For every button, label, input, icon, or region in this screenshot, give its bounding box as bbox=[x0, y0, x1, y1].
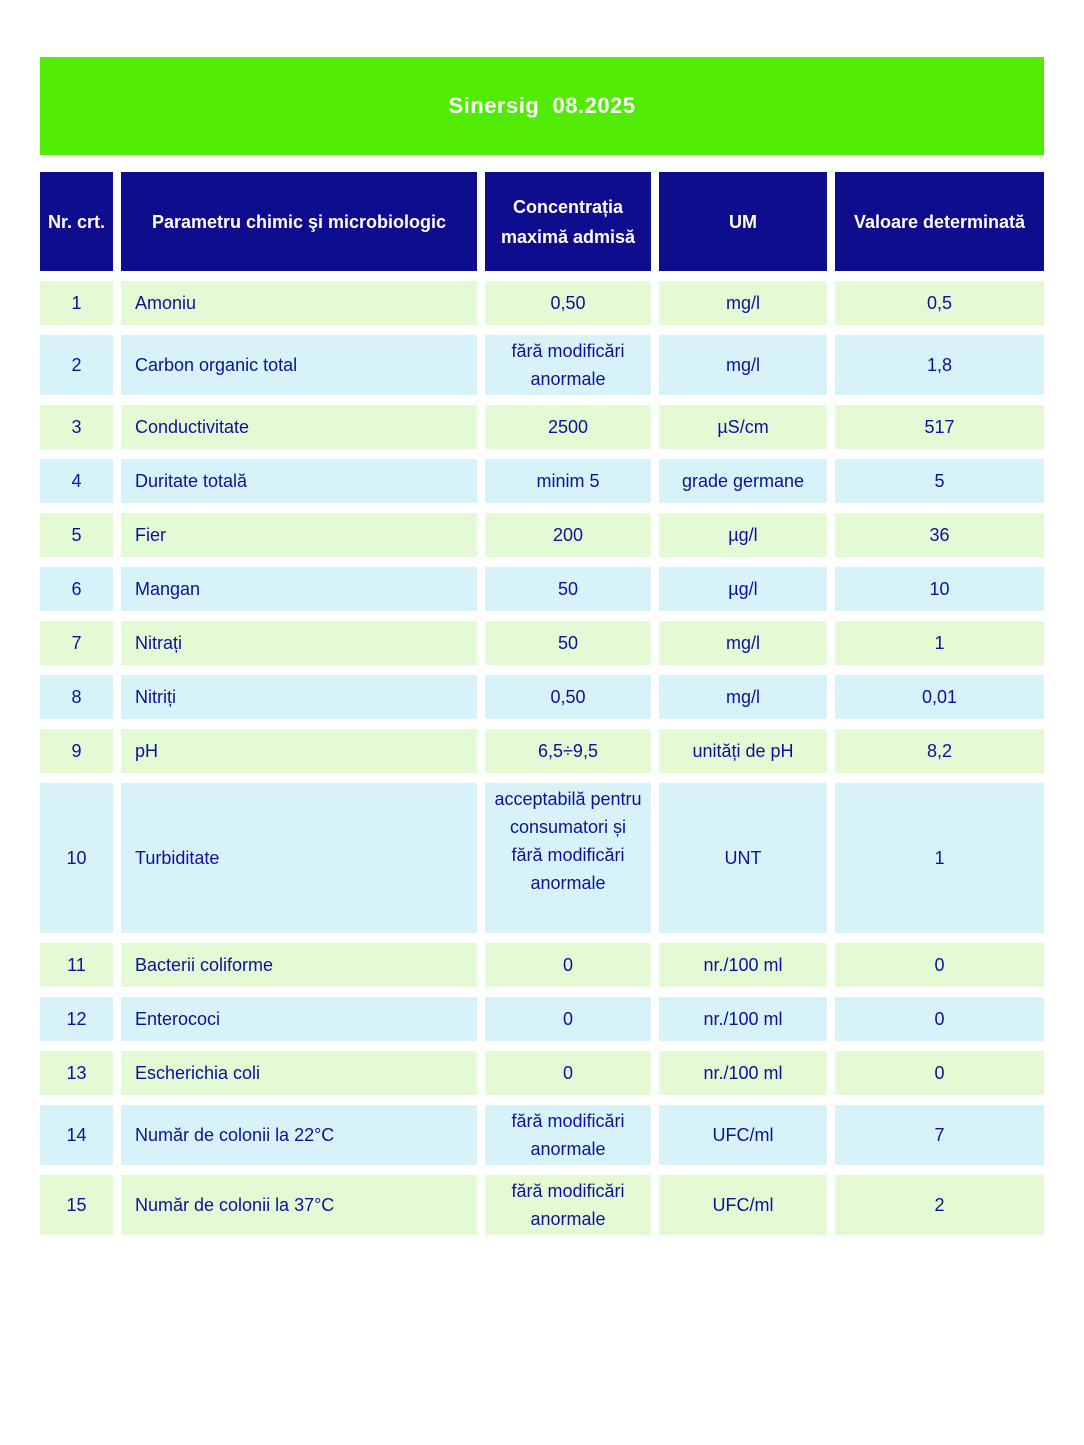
column-header-concentratie-maxima: Concentrația maximă admisă bbox=[485, 172, 651, 271]
water-quality-table bbox=[40, 172, 1044, 1235]
row-number-cell: 10 bbox=[40, 783, 113, 933]
parameter-name-cell: Conductivitate bbox=[121, 405, 477, 449]
parameter-name-cell: Nitrați bbox=[121, 621, 477, 665]
row-number-cell: 11 bbox=[40, 943, 113, 987]
parameter-name-cell: Mangan bbox=[121, 567, 477, 611]
row-number-cell: 3 bbox=[40, 405, 113, 449]
unit-of-measure-cell: mg/l bbox=[659, 675, 827, 719]
unit-of-measure-cell: µg/l bbox=[659, 567, 827, 611]
max-concentration-cell: 0,50 bbox=[485, 675, 651, 719]
row-number-cell: 6 bbox=[40, 567, 113, 611]
row-number-cell: 2 bbox=[40, 335, 113, 395]
unit-of-measure-cell: nr./100 ml bbox=[659, 997, 827, 1041]
unit-of-measure-cell: mg/l bbox=[659, 621, 827, 665]
unit-of-measure-cell: UFC/ml bbox=[659, 1175, 827, 1235]
parameter-name-cell: Escherichia coli bbox=[121, 1051, 477, 1095]
unit-of-measure-cell: UNT bbox=[659, 783, 827, 933]
row-number-cell: 5 bbox=[40, 513, 113, 557]
parameter-name-cell: Număr de colonii la 22°C bbox=[121, 1105, 477, 1165]
row-number-cell: 1 bbox=[40, 281, 113, 325]
column-header-valoare-determinata: Valoare determinată bbox=[835, 172, 1044, 271]
row-number-cell: 7 bbox=[40, 621, 113, 665]
parameter-name-cell: Nitriți bbox=[121, 675, 477, 719]
measured-value-cell: 1 bbox=[835, 783, 1044, 933]
unit-of-measure-cell: mg/l bbox=[659, 335, 827, 395]
report-banner bbox=[40, 57, 1044, 155]
measured-value-cell: 10 bbox=[835, 567, 1044, 611]
parameter-name-cell: Turbiditate bbox=[121, 783, 477, 933]
max-concentration-cell: 0 bbox=[485, 1051, 651, 1095]
parameter-name-cell: Fier bbox=[121, 513, 477, 557]
unit-of-measure-cell: mg/l bbox=[659, 281, 827, 325]
max-concentration-cell: 2500 bbox=[485, 405, 651, 449]
measured-value-cell: 36 bbox=[835, 513, 1044, 557]
max-concentration-cell: 200 bbox=[485, 513, 651, 557]
max-concentration-cell: 0 bbox=[485, 943, 651, 987]
parameter-name-cell: Enterococi bbox=[121, 997, 477, 1041]
parameter-name-cell: Amoniu bbox=[121, 281, 477, 325]
measured-value-cell: 7 bbox=[835, 1105, 1044, 1165]
max-concentration-cell: minim 5 bbox=[485, 459, 651, 503]
measured-value-cell: 5 bbox=[835, 459, 1044, 503]
row-number-cell: 8 bbox=[40, 675, 113, 719]
unit-of-measure-cell: unități de pH bbox=[659, 729, 827, 773]
unit-of-measure-cell: UFC/ml bbox=[659, 1105, 827, 1165]
max-concentration-cell: fără modificări anormale bbox=[485, 335, 651, 395]
row-number-cell: 14 bbox=[40, 1105, 113, 1165]
parameter-name-cell: Duritate totală bbox=[121, 459, 477, 503]
max-concentration-cell: 6,5÷9,5 bbox=[485, 729, 651, 773]
parameter-name-cell: pH bbox=[121, 729, 477, 773]
max-concentration-cell: 50 bbox=[485, 621, 651, 665]
unit-of-measure-cell: µg/l bbox=[659, 513, 827, 557]
parameter-name-cell: Carbon organic total bbox=[121, 335, 477, 395]
row-number-cell: 13 bbox=[40, 1051, 113, 1095]
unit-of-measure-cell: µS/cm bbox=[659, 405, 827, 449]
measured-value-cell: 0 bbox=[835, 997, 1044, 1041]
parameter-name-cell: Bacterii coliforme bbox=[121, 943, 477, 987]
column-header-parametru: Parametru chimic şi microbiologic bbox=[121, 172, 477, 271]
row-number-cell: 15 bbox=[40, 1175, 113, 1235]
report-title: Sinersig 08.2025 bbox=[448, 93, 636, 118]
unit-of-measure-cell: grade germane bbox=[659, 459, 827, 503]
parameter-name-cell: Număr de colonii la 37°C bbox=[121, 1175, 477, 1235]
max-concentration-cell: acceptabilă pentru consumatori și fără modificări anormale bbox=[485, 783, 651, 933]
max-concentration-cell: 50 bbox=[485, 567, 651, 611]
measured-value-cell: 1,8 bbox=[835, 335, 1044, 395]
unit-of-measure-cell: nr./100 ml bbox=[659, 1051, 827, 1095]
unit-of-measure-cell: nr./100 ml bbox=[659, 943, 827, 987]
measured-value-cell: 0,5 bbox=[835, 281, 1044, 325]
row-number-cell: 9 bbox=[40, 729, 113, 773]
measured-value-cell: 8,2 bbox=[835, 729, 1044, 773]
row-number-cell: 4 bbox=[40, 459, 113, 503]
column-header-nr-crt: Nr. crt. bbox=[40, 172, 113, 271]
max-concentration-cell: fără modificări anormale bbox=[485, 1175, 651, 1235]
measured-value-cell: 1 bbox=[835, 621, 1044, 665]
measured-value-cell: 2 bbox=[835, 1175, 1044, 1235]
measured-value-cell: 517 bbox=[835, 405, 1044, 449]
max-concentration-cell: fără modificări anormale bbox=[485, 1105, 651, 1165]
row-number-cell: 12 bbox=[40, 997, 113, 1041]
measured-value-cell: 0,01 bbox=[835, 675, 1044, 719]
max-concentration-cell: 0 bbox=[485, 997, 651, 1041]
max-concentration-cell: 0,50 bbox=[485, 281, 651, 325]
measured-value-cell: 0 bbox=[835, 1051, 1044, 1095]
column-header-um: UM bbox=[659, 172, 827, 271]
measured-value-cell: 0 bbox=[835, 943, 1044, 987]
